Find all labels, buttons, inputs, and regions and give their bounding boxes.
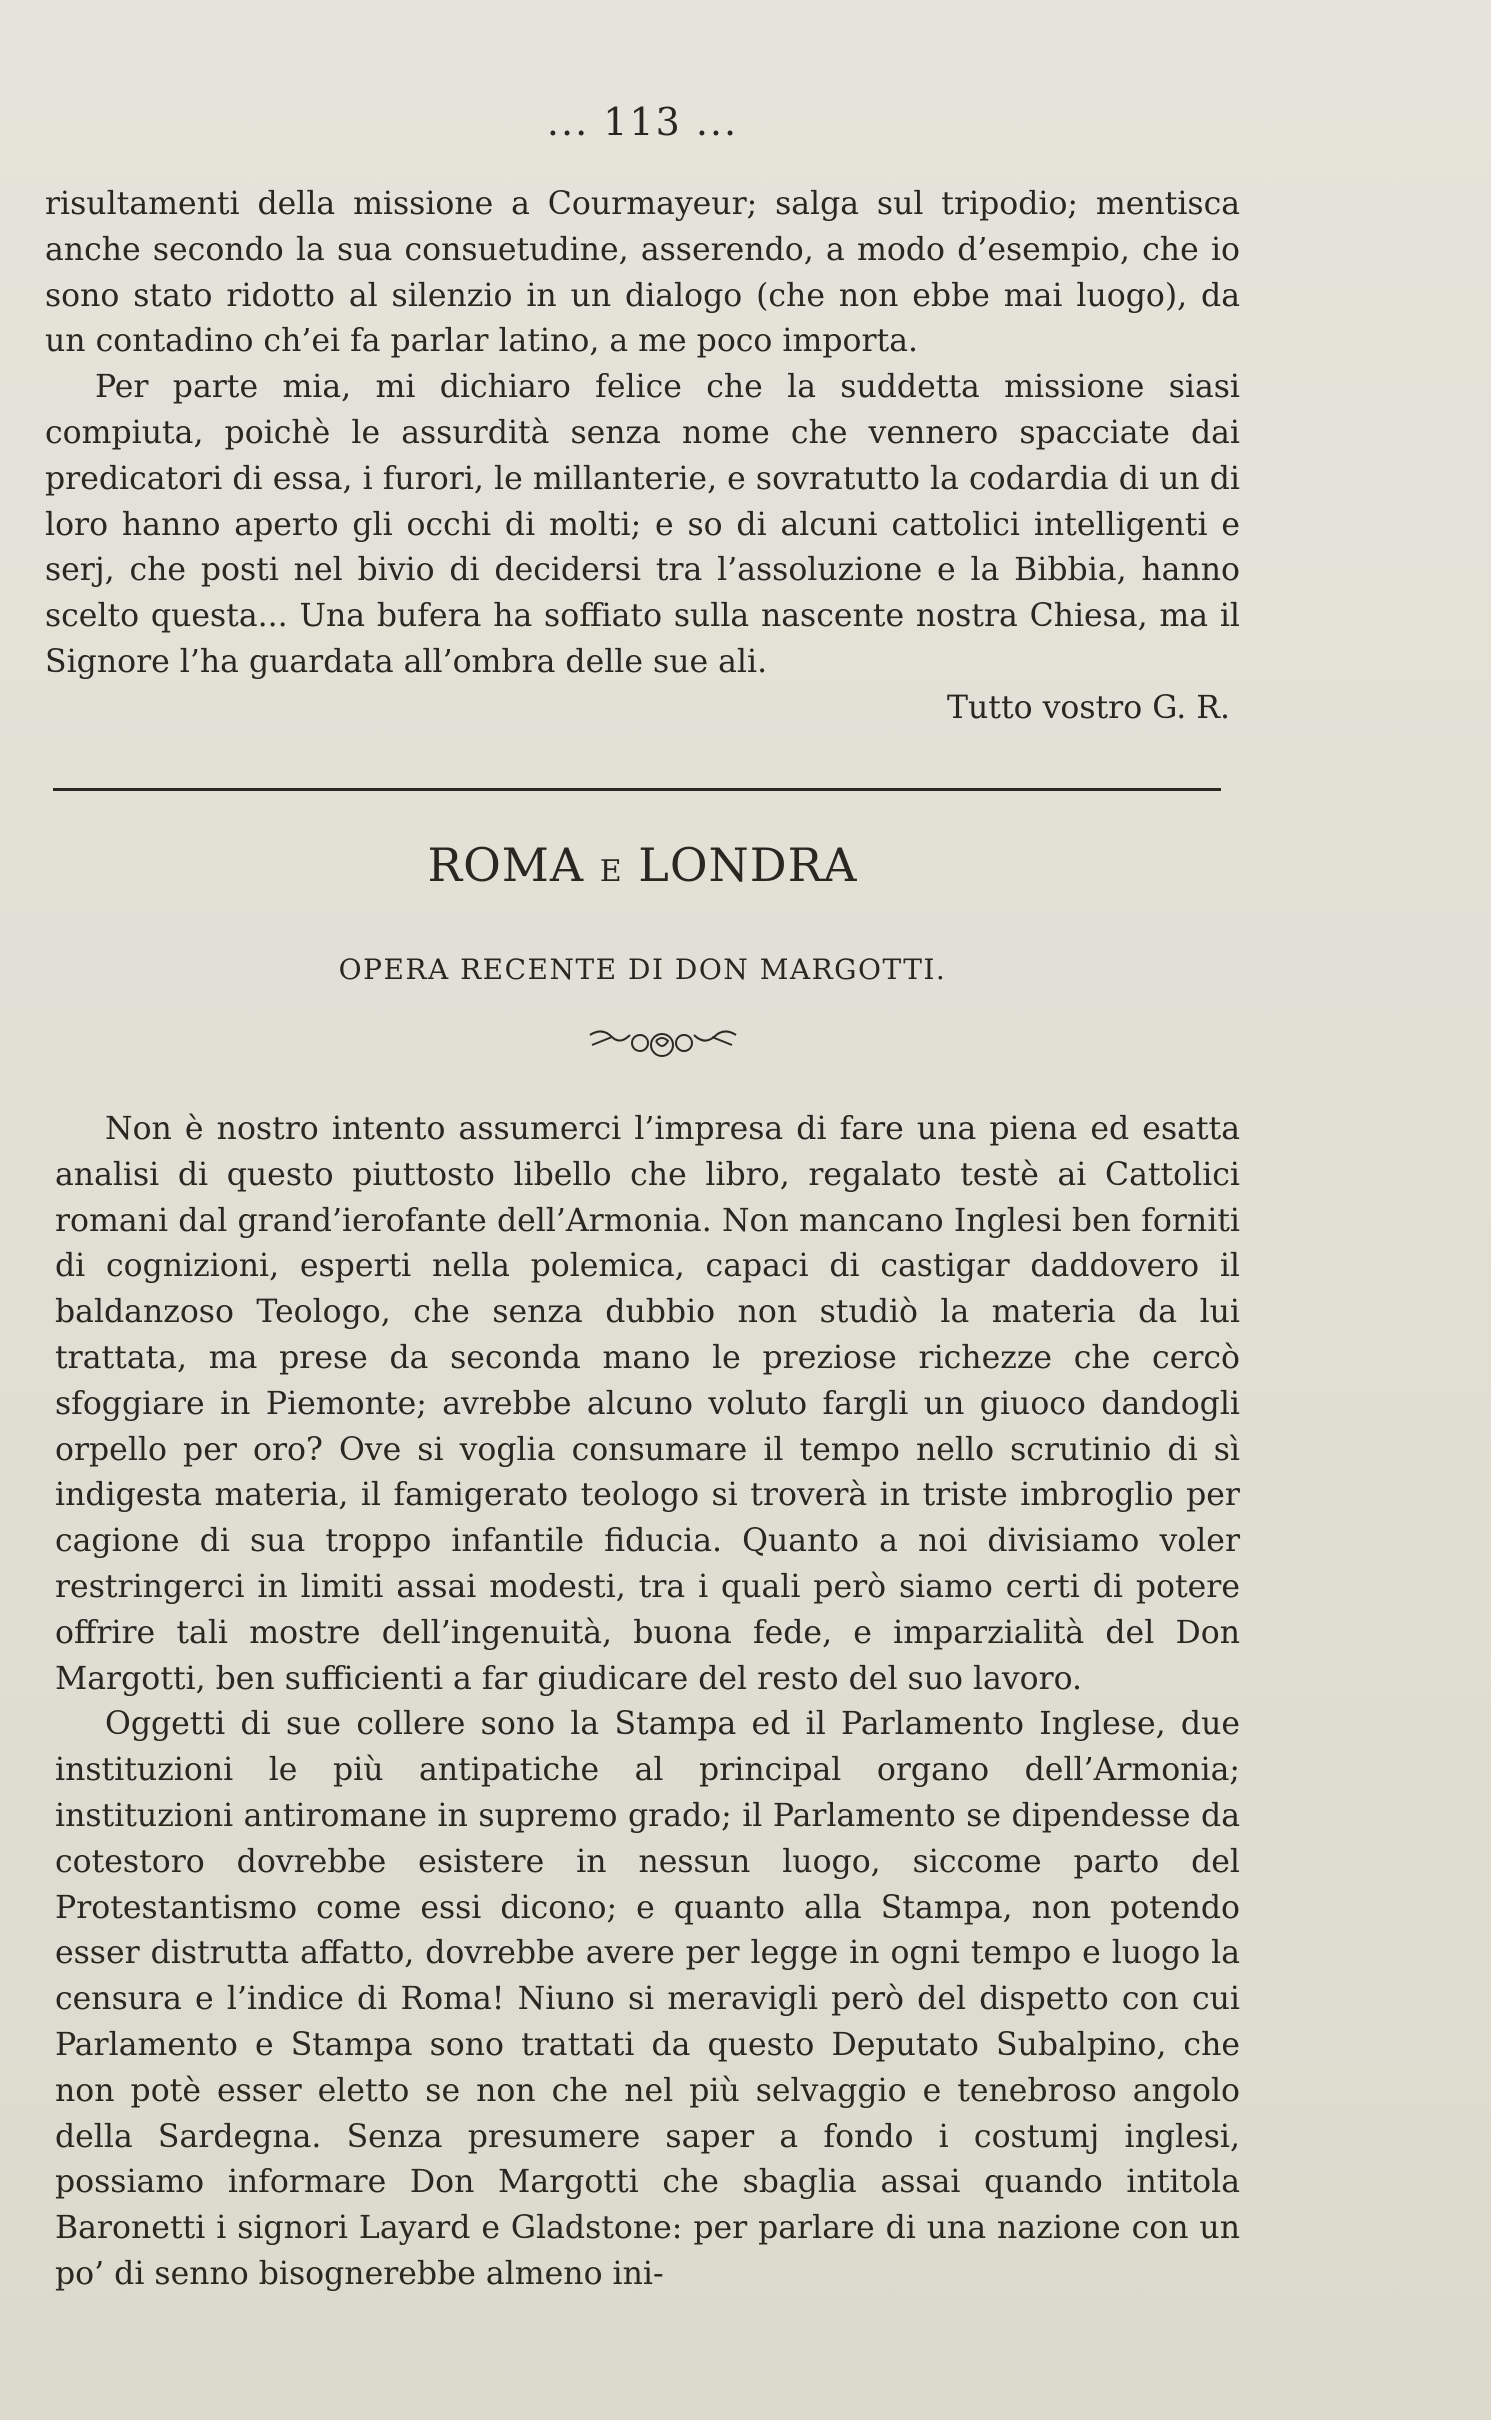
decorative-ornament-icon	[582, 1023, 742, 1063]
letter-paragraph-2: Per parte mia, mi dichiaro felice che la suddetta missione siasi compiuta, poichè le assurdità senza nome che vennero spacciate dai predicatori di essa, i furori, le millanterie, e sovratutto la codardia di un di loro hanno aperto gli occhi di molti; e so di alcuni cattolici intelligenti e serj, che posti nel bivio di decidersi tra l’assoluzione e la Bibbia, hanno scelto questa... Una bufera ha soffiato sulla nascente nostra Chiesa, ma il Signore l’ha guardata all’ombra delle sue ali.	[45, 369, 1240, 680]
letter-paragraph-1: risultamenti della missione a Courmayeur; salga sul tripodio; mentisca anche secondo la sua consuetudine, asserendo, a modo d’esempio, che io sono stato ridotto al silenzio in un dialogo (che non ebbe mai luogo), da un contadino ch’ei fa parlar latino, a me poco importa.	[45, 186, 1240, 360]
article-title-part1: ROMA	[427, 838, 585, 892]
letter-conclusion	[45, 182, 1240, 732]
section-divider	[53, 788, 1221, 791]
article-title-conjunction: E	[599, 854, 623, 889]
article-paragraph-1: Non è nostro intento assumerci l’impresa di fare una piena ed esatta analisi di questo piuttosto libello che libro, regalato testè ai Cattolici romani dal grand’ierofante dell’Armonia. Non mancano Inglesi ben forniti di cognizioni, esperti nella polemica, capaci di castigar daddovero il baldanzoso Teologo, che senza dubbio non studiò la materia da lui trattata, ma prese da seconda mano le preziose richezze che cercò sfoggiare in Piemonte; avrebbe alcuno voluto fargli un giuoco dandogli orpello per oro? Ove si voglia consumare il tempo nello scrutinio di sì indigesta materia, il famigerato teologo si troverà in triste imbroglio per cagione di sua troppo infantile fiducia. Quanto a noi divisiamo voler restringerci in limiti assai modesti, tra i quali però siamo certi di potere offrire tali mostre dell’ingenuità, buona fede, e imparzialità del Don Margotti, ben sufficienti a far giudicare del resto del suo lavoro.	[55, 1111, 1240, 1697]
article-body	[55, 1107, 1240, 2298]
article-subtitle: OPERA RECENTE DI DON MARGOTTI.	[338, 953, 947, 986]
article-title	[45, 838, 1240, 892]
letter-signature: Tutto vostro G. R.	[946, 689, 1230, 726]
article-title-part2: LONDRA	[638, 838, 858, 892]
article-paragraph-2: Oggetti di sue collere sono la Stampa ed il Parlamento Inglese, due instituzioni le più antipatiche al principal organo dell’Armonia; instituzioni antiromane in supremo grado; il Parlamento se dipendesse da cotestoro dovrebbe esistere in nessun luogo, siccome parto del Protestantismo come essi dicono; e quanto alla Stampa, non potendo esser distrutta affatto, dovrebbe avere per legge in ogni tempo e luogo la censura e l’indice di Roma! Niuno si meravigli però del dispetto con cui Parlamento e Stampa sono trattati da questo Deputato Subalpino, che non potè esser eletto se non che nel più selvaggio e tenebroso angolo della Sardegna. Senza presumere saper a fondo i costumj inglesi, possiamo informare Don Margotti che sbaglia assai quando intitola Baronetti i signori Layard e Gladstone: per parlare di una nazione con un po’ di senno bisognerebbe almeno ini-	[55, 1706, 1240, 2292]
page-number: ... 113 ...	[546, 100, 739, 144]
